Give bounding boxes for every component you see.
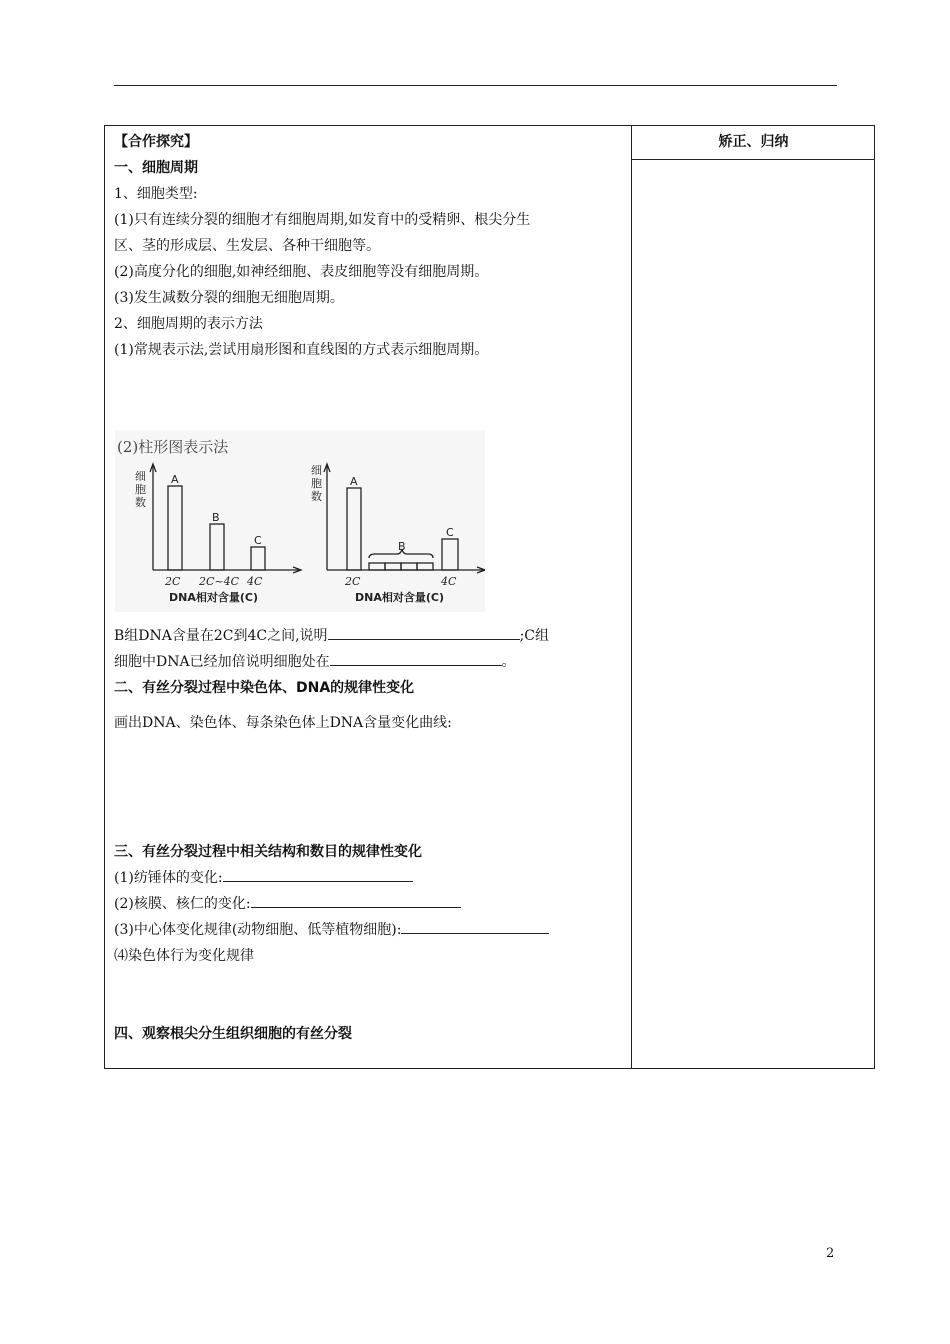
left-label-c: C (254, 534, 262, 547)
column-divider (631, 126, 632, 1068)
left-ylabel-3: 数 (135, 496, 146, 509)
left-xlabel: DNA相对含量(C) (169, 591, 258, 604)
representation-1: (1)常规表示法,尝试用扇形图和直线图的方式表示细胞周期。 (114, 342, 489, 358)
change-item-2 (114, 893, 461, 913)
header-rule (114, 85, 837, 86)
right-column-title: 矫正、归纳 (632, 126, 875, 160)
right-label-b: B (398, 540, 406, 553)
change-item-3-label: (3)中心体变化规律(动物细胞、低等植物细胞): (114, 922, 402, 938)
right-label-c: C (446, 526, 454, 539)
change-item-1-label: (1)纺锤体的变化: (114, 870, 223, 886)
cell-type-1-line-b: 区、茎的形成层、生发层、各种干细胞等。 (114, 238, 380, 254)
section-2-title: 二、有丝分裂过程中染色体、DNA的规律性变化 (114, 680, 415, 696)
q2-prefix: 细胞中DNA已经加倍说明细胞处在 (114, 654, 330, 670)
section-3-title: 三、有丝分裂过程中相关结构和数目的规律性变化 (114, 844, 422, 860)
right-ylabel-1: 细 (311, 464, 322, 477)
page-number: 2 (826, 1246, 835, 1261)
representation-title: 2、细胞周期的表示方法 (114, 316, 263, 332)
left-label-a: A (171, 473, 179, 486)
left-label-b: B (212, 511, 220, 524)
left-tick-2c: 2C (165, 575, 181, 588)
answer-blank-2[interactable] (330, 651, 502, 666)
answer-blank-3[interactable] (223, 867, 413, 882)
cell-types-title: 1、细胞类型: (114, 186, 198, 202)
answer-blank-4[interactable] (251, 893, 461, 908)
cell-type-1-line-a: (1)只有连续分裂的细胞才有细胞周期,如发育中的受精卵、根尖分生 (114, 212, 531, 228)
q1-prefix: B组DNA含量在2C到4C之间,说明 (114, 628, 328, 644)
left-ylabel-1: 细 (135, 470, 146, 483)
bar-figure (115, 430, 485, 612)
answer-blank-5[interactable] (401, 919, 549, 934)
answer-blank-1[interactable] (328, 625, 520, 640)
right-label-a: A (350, 475, 358, 488)
change-item-1 (114, 867, 413, 887)
q1-separator: ;C组 (519, 628, 549, 644)
left-tick-2c-4c: 2C~4C (199, 575, 240, 588)
section-1-title: 一、细胞周期 (114, 160, 198, 176)
right-tick-4c: 4C (441, 575, 457, 588)
figure-title: (2)柱形图表示法 (117, 438, 229, 456)
section-header: 【合作探究】 (114, 134, 198, 150)
section-4-title: 四、观察根尖分生组织细胞的有丝分裂 (114, 1026, 352, 1042)
fill-question-1 (114, 625, 549, 645)
right-xlabel: DNA相对含量(C) (355, 591, 444, 604)
right-ylabel-2: 胞 (311, 477, 322, 490)
change-item-4: ⑷染色体行为变化规律 (114, 948, 254, 964)
section-2-task: 画出DNA、染色体、每条染色体上DNA含量变化曲线: (114, 715, 452, 731)
cell-type-3: (3)发生减数分裂的细胞无细胞周期。 (114, 290, 344, 306)
right-ylabel-3: 数 (311, 490, 322, 503)
change-item-3 (114, 919, 549, 939)
left-tick-4c: 4C (247, 575, 263, 588)
q2-suffix: 。 (501, 654, 516, 670)
worksheet-table (104, 125, 875, 1069)
right-tick-2c: 2C (345, 575, 361, 588)
cell-type-2: (2)高度分化的细胞,如神经细胞、表皮细胞等没有细胞周期。 (114, 264, 489, 280)
left-ylabel-2: 胞 (135, 483, 146, 496)
fill-question-2 (114, 651, 516, 671)
change-item-2-label: (2)核膜、核仁的变化: (114, 896, 251, 912)
